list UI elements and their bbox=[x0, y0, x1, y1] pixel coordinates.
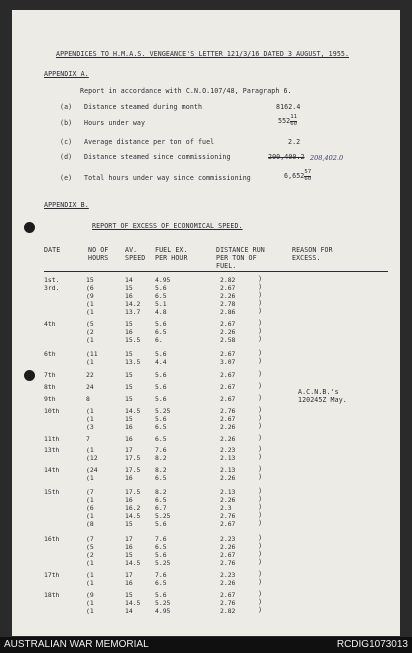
header-line: REASON FOR bbox=[292, 246, 333, 254]
item-label: Hours under way bbox=[84, 119, 146, 127]
speed-cell: 14.5 bbox=[125, 512, 141, 520]
fuel-cell: 5.6 bbox=[155, 591, 167, 599]
speed-cell: 15 bbox=[125, 383, 133, 391]
header-line: DISTANCE RUN bbox=[216, 246, 265, 254]
date-cell: 13th bbox=[44, 446, 60, 454]
speed-cell: 14.5 bbox=[125, 599, 141, 607]
distance-cell: 3.07 bbox=[220, 358, 236, 366]
distance-cell: 2.26 bbox=[220, 474, 236, 482]
speed-cell: 17.5 bbox=[125, 454, 141, 462]
hours-cell: (6 bbox=[86, 284, 94, 292]
speed-cell: 16 bbox=[125, 496, 133, 504]
date-cell: 16th bbox=[44, 535, 60, 543]
brace-mark: ) bbox=[258, 598, 263, 606]
fuel-cell: 6.5 bbox=[155, 435, 167, 443]
speed-cell: 15.5 bbox=[125, 336, 141, 344]
hours-cell: 8 bbox=[86, 395, 90, 403]
speed-cell: 15 bbox=[125, 284, 133, 292]
fuel-cell: 6.5 bbox=[155, 423, 167, 431]
distance-cell: 2.3 bbox=[220, 504, 232, 512]
brace-mark: ) bbox=[258, 299, 263, 307]
fuel-cell: 5.6 bbox=[155, 395, 167, 403]
hours-cell: (24 bbox=[86, 466, 98, 474]
distance-cell: 2.67 bbox=[220, 520, 236, 528]
hours-cell: (1 bbox=[86, 559, 94, 567]
table-row bbox=[12, 559, 400, 568]
hours-cell: (1 bbox=[86, 579, 94, 587]
distance-cell: 2.76 bbox=[220, 407, 236, 415]
fuel-cell: 5.25 bbox=[155, 512, 171, 520]
brace-mark: ) bbox=[258, 414, 263, 422]
header-line: PER HOUR bbox=[155, 254, 188, 262]
date-cell: 11th bbox=[44, 435, 60, 443]
hours-cell: (1 bbox=[86, 415, 94, 423]
col-header-hours bbox=[88, 246, 108, 262]
brace-mark: ) bbox=[258, 542, 263, 550]
speed-cell: 17 bbox=[125, 571, 133, 579]
header-line: EXCESS. bbox=[292, 254, 321, 262]
item-letter: (a) bbox=[60, 103, 73, 111]
table-row bbox=[12, 358, 400, 367]
date-cell: 17th bbox=[44, 571, 60, 579]
hours-cell: (11 bbox=[86, 350, 98, 358]
hours-cell: (1 bbox=[86, 512, 94, 520]
brace-mark: ) bbox=[258, 578, 263, 586]
distance-cell: 2.67 bbox=[220, 350, 236, 358]
appendix-a-heading: APPENDIX A. bbox=[44, 70, 89, 78]
hours-cell: 7 bbox=[86, 435, 90, 443]
table-row bbox=[12, 454, 400, 463]
brace-mark: ) bbox=[258, 382, 263, 390]
fuel-cell: 6.7 bbox=[155, 504, 167, 512]
value-fraction bbox=[290, 115, 297, 127]
distance-cell: 2.23 bbox=[220, 571, 236, 579]
table-row bbox=[12, 336, 400, 345]
speed-cell: 15 bbox=[125, 551, 133, 559]
date-cell: 4th bbox=[44, 320, 56, 328]
fuel-cell: 8.2 bbox=[155, 454, 167, 462]
speed-cell: 17.5 bbox=[125, 488, 141, 496]
hours-cell: (1 bbox=[86, 407, 94, 415]
speed-cell: 16 bbox=[125, 292, 133, 300]
fuel-cell: 6.5 bbox=[155, 496, 167, 504]
brace-mark: ) bbox=[258, 550, 263, 558]
item-value bbox=[278, 115, 297, 127]
fuel-cell: 7.6 bbox=[155, 535, 167, 543]
appendix-a-intro: Report in accordance with C.N.O.107/48, Paragraph 6. bbox=[80, 87, 292, 95]
distance-cell: 2.26 bbox=[220, 292, 236, 300]
header-line: SPEED bbox=[125, 254, 146, 262]
fraction-numerator: 57 bbox=[304, 169, 312, 175]
speed-cell: 15 bbox=[125, 520, 133, 528]
date-cell: 15th bbox=[44, 488, 60, 496]
speed-cell: 15 bbox=[125, 591, 133, 599]
header-line: FUEL. bbox=[216, 262, 237, 270]
fuel-cell: 4.4 bbox=[155, 358, 167, 366]
distance-cell: 2.26 bbox=[220, 423, 236, 431]
date-cell: 3rd. bbox=[44, 284, 60, 292]
distance-cell: 2.13 bbox=[220, 454, 236, 462]
speed-cell: 16 bbox=[125, 474, 133, 482]
hours-cell: 24 bbox=[86, 383, 94, 391]
distance-cell: 2.23 bbox=[220, 535, 236, 543]
fuel-cell: 5.25 bbox=[155, 407, 171, 415]
hours-cell: (1 bbox=[86, 474, 94, 482]
fuel-cell: 6. bbox=[155, 336, 163, 344]
speed-cell: 16 bbox=[125, 435, 133, 443]
item-label: Average distance per ton of fuel bbox=[84, 138, 215, 146]
distance-cell: 2.23 bbox=[220, 446, 236, 454]
distance-cell: 2.26 bbox=[220, 435, 236, 443]
brace-mark: ) bbox=[258, 590, 263, 598]
speed-cell: 15 bbox=[125, 395, 133, 403]
distance-cell: 2.26 bbox=[220, 543, 236, 551]
item-letter: (c) bbox=[60, 138, 73, 146]
brace-mark: ) bbox=[258, 357, 263, 365]
hours-cell: (1 bbox=[86, 496, 94, 504]
fuel-cell: 8.2 bbox=[155, 488, 167, 496]
hours-cell: (1 bbox=[86, 358, 94, 366]
hours-cell: (5 bbox=[86, 320, 94, 328]
speed-cell: 14 bbox=[125, 607, 133, 615]
punch-hole bbox=[24, 222, 35, 233]
brace-mark: ) bbox=[258, 495, 263, 503]
item-letter: (b) bbox=[60, 119, 73, 127]
date-cell: 8th bbox=[44, 383, 56, 391]
archive-footer bbox=[0, 637, 412, 653]
header-line: PER TON OF bbox=[216, 254, 257, 262]
handwritten-value: 208,402.0 bbox=[310, 154, 344, 162]
document-title: APPENDICES TO H.M.A.S. VENGEANCE'S LETTER 121/3/16 DATED 3 AUGUST, 1955. bbox=[56, 50, 350, 58]
hours-cell: (1 bbox=[86, 308, 94, 316]
brace-mark: ) bbox=[258, 445, 263, 453]
distance-cell: 2.76 bbox=[220, 512, 236, 520]
table-row bbox=[12, 423, 400, 432]
item-letter: (d) bbox=[60, 153, 73, 161]
distance-cell: 2.76 bbox=[220, 559, 236, 567]
hours-cell: (5 bbox=[86, 543, 94, 551]
speed-cell: 15 bbox=[125, 415, 133, 423]
hours-cell: (1 bbox=[86, 300, 94, 308]
table-row bbox=[12, 383, 400, 392]
speed-cell: 14.5 bbox=[125, 559, 141, 567]
hours-cell: (1 bbox=[86, 599, 94, 607]
table-row bbox=[12, 607, 400, 616]
hours-cell: (1 bbox=[86, 571, 94, 579]
fraction-denominator: 60 bbox=[290, 120, 298, 127]
fuel-cell: 4.8 bbox=[155, 308, 167, 316]
distance-cell: 2.67 bbox=[220, 551, 236, 559]
struck-value: 200,400.2 bbox=[268, 153, 305, 161]
fuel-cell: 6.5 bbox=[155, 579, 167, 587]
value-whole: 552 bbox=[278, 117, 291, 126]
fuel-cell: 5.25 bbox=[155, 559, 171, 567]
appendix-b-subtitle: REPORT OF EXCESS OF ECONOMICAL SPEED. bbox=[92, 222, 243, 230]
speed-cell: 15 bbox=[125, 320, 133, 328]
brace-mark: ) bbox=[258, 558, 263, 566]
hours-cell: (9 bbox=[86, 292, 94, 300]
distance-cell: 2.67 bbox=[220, 383, 236, 391]
fraction-denominator: 60 bbox=[304, 175, 312, 182]
fuel-cell: 5.6 bbox=[155, 383, 167, 391]
header-rule bbox=[44, 271, 388, 272]
distance-cell: 2.67 bbox=[220, 415, 236, 423]
hours-cell: (1 bbox=[86, 446, 94, 454]
distance-cell: 2.67 bbox=[220, 371, 236, 379]
date-cell: 9th bbox=[44, 395, 56, 403]
date-cell: 7th bbox=[44, 371, 56, 379]
brace-mark: ) bbox=[258, 275, 263, 283]
distance-cell: 2.86 bbox=[220, 308, 236, 316]
brace-mark: ) bbox=[258, 606, 263, 614]
archive-name: AUSTRALIAN WAR MEMORIAL bbox=[4, 639, 149, 650]
brace-mark: ) bbox=[258, 503, 263, 511]
distance-cell: 2.67 bbox=[220, 320, 236, 328]
fuel-cell: 5.6 bbox=[155, 371, 167, 379]
hours-cell: (7 bbox=[86, 488, 94, 496]
header-line: NO OF bbox=[88, 246, 109, 254]
date-cell: 10th bbox=[44, 407, 60, 415]
fuel-cell: 7.6 bbox=[155, 446, 167, 454]
date-cell: 14th bbox=[44, 466, 60, 474]
speed-cell: 16.2 bbox=[125, 504, 141, 512]
distance-cell: 2.67 bbox=[220, 395, 236, 403]
speed-cell: 14 bbox=[125, 276, 133, 284]
fuel-cell: 5.6 bbox=[155, 520, 167, 528]
item-label: Distance steamed since commissioning bbox=[84, 153, 231, 161]
item-label: Total hours under way since commissioning bbox=[84, 174, 251, 182]
speed-cell: 14.2 bbox=[125, 300, 141, 308]
col-header-date: DATE bbox=[44, 246, 61, 254]
speed-cell: 17 bbox=[125, 535, 133, 543]
brace-mark: ) bbox=[258, 307, 263, 315]
item-value: 8162.4 bbox=[276, 103, 301, 111]
distance-cell: 2.67 bbox=[220, 284, 236, 292]
brace-mark: ) bbox=[258, 327, 263, 335]
table-row bbox=[12, 371, 400, 380]
hours-cell: (1 bbox=[86, 336, 94, 344]
item-letter: (e) bbox=[60, 174, 73, 182]
speed-cell: 14.5 bbox=[125, 407, 141, 415]
brace-mark: ) bbox=[258, 335, 263, 343]
col-header-reason bbox=[292, 246, 333, 262]
fuel-cell: 5.1 bbox=[155, 300, 167, 308]
hours-cell: (8 bbox=[86, 520, 94, 528]
fuel-cell: 5.25 bbox=[155, 599, 171, 607]
header-line: HOURS bbox=[88, 254, 109, 262]
fuel-cell: 5.6 bbox=[155, 320, 167, 328]
fuel-cell: 6.5 bbox=[155, 543, 167, 551]
distance-cell: 2.78 bbox=[220, 300, 236, 308]
fuel-cell: 6.5 bbox=[155, 474, 167, 482]
brace-mark: ) bbox=[258, 487, 263, 495]
hours-cell: (6 bbox=[86, 504, 94, 512]
hours-cell: (12 bbox=[86, 454, 98, 462]
table-row bbox=[12, 435, 400, 444]
speed-cell: 15 bbox=[125, 371, 133, 379]
table-row bbox=[12, 395, 400, 404]
brace-mark: ) bbox=[258, 349, 263, 357]
reason-line: 120245Z May. bbox=[298, 396, 347, 404]
hours-cell: 15 bbox=[86, 276, 94, 284]
hours-cell: (1 bbox=[86, 607, 94, 615]
header-line: FUEL EX. bbox=[155, 246, 188, 254]
brace-mark: ) bbox=[258, 291, 263, 299]
table-row bbox=[12, 308, 400, 317]
speed-cell: 13.7 bbox=[125, 308, 141, 316]
date-cell: 1st. bbox=[44, 276, 60, 284]
distance-cell: 2.67 bbox=[220, 591, 236, 599]
table-row bbox=[12, 579, 400, 588]
hours-cell: (3 bbox=[86, 423, 94, 431]
fuel-cell: 8.2 bbox=[155, 466, 167, 474]
speed-cell: 16 bbox=[125, 328, 133, 336]
speed-cell: 16 bbox=[125, 579, 133, 587]
brace-mark: ) bbox=[258, 465, 263, 473]
brace-mark: ) bbox=[258, 434, 263, 442]
speed-cell: 17.5 bbox=[125, 466, 141, 474]
brace-mark: ) bbox=[258, 570, 263, 578]
distance-cell: 2.82 bbox=[220, 276, 236, 284]
brace-mark: ) bbox=[258, 370, 263, 378]
brace-mark: ) bbox=[258, 473, 263, 481]
header-line: AV. bbox=[125, 246, 138, 254]
distance-cell: 2.26 bbox=[220, 328, 236, 336]
brace-mark: ) bbox=[258, 319, 263, 327]
brace-mark: ) bbox=[258, 453, 263, 461]
brace-mark: ) bbox=[258, 519, 263, 527]
distance-cell: 2.76 bbox=[220, 599, 236, 607]
speed-cell: 15 bbox=[125, 350, 133, 358]
item-value: 2.2 bbox=[288, 138, 301, 146]
table-row bbox=[12, 520, 400, 529]
distance-cell: 2.82 bbox=[220, 607, 236, 615]
value-whole: 6,652 bbox=[284, 172, 305, 181]
value-fraction bbox=[304, 170, 311, 182]
distance-cell: 2.13 bbox=[220, 488, 236, 496]
fuel-cell: 7.6 bbox=[155, 571, 167, 579]
distance-cell: 2.58 bbox=[220, 336, 236, 344]
speed-cell: 17 bbox=[125, 446, 133, 454]
fuel-cell: 5.6 bbox=[155, 415, 167, 423]
hours-cell: (2 bbox=[86, 551, 94, 559]
fuel-cell: 6.5 bbox=[155, 328, 167, 336]
hours-cell: 22 bbox=[86, 371, 94, 379]
brace-mark: ) bbox=[258, 534, 263, 542]
date-cell: 6th bbox=[44, 350, 56, 358]
distance-cell: 2.13 bbox=[220, 466, 236, 474]
brace-mark: ) bbox=[258, 406, 263, 414]
speed-cell: 16 bbox=[125, 423, 133, 431]
brace-mark: ) bbox=[258, 283, 263, 291]
col-header-fuel bbox=[155, 246, 188, 262]
distance-cell: 2.26 bbox=[220, 579, 236, 587]
table-row bbox=[12, 474, 400, 483]
date-cell: 18th bbox=[44, 591, 60, 599]
archive-id: RCDIG1073013 bbox=[336, 639, 408, 650]
col-header-distance bbox=[216, 246, 265, 270]
distance-cell: 2.26 bbox=[220, 496, 236, 504]
col-header-speed bbox=[125, 246, 145, 262]
fuel-cell: 6.5 bbox=[155, 292, 167, 300]
fuel-cell: 4.95 bbox=[155, 607, 171, 615]
fuel-cell: 5.6 bbox=[155, 350, 167, 358]
reason-line: A.C.N.B.'s bbox=[298, 388, 339, 396]
fuel-cell: 5.6 bbox=[155, 551, 167, 559]
brace-mark: ) bbox=[258, 422, 263, 430]
hours-cell: (7 bbox=[86, 535, 94, 543]
document-page bbox=[12, 10, 400, 636]
hours-cell: (9 bbox=[86, 591, 94, 599]
item-label: Distance steamed during month bbox=[84, 103, 203, 111]
hours-cell: (2 bbox=[86, 328, 94, 336]
fraction-numerator: 11 bbox=[290, 114, 298, 120]
fuel-cell: 4.95 bbox=[155, 276, 171, 284]
fuel-cell: 5.6 bbox=[155, 284, 167, 292]
item-value bbox=[284, 170, 311, 182]
brace-mark: ) bbox=[258, 394, 263, 402]
brace-mark: ) bbox=[258, 511, 263, 519]
speed-cell: 13.5 bbox=[125, 358, 141, 366]
appendix-b-heading: APPENDIX B. bbox=[44, 201, 89, 209]
speed-cell: 16 bbox=[125, 543, 133, 551]
